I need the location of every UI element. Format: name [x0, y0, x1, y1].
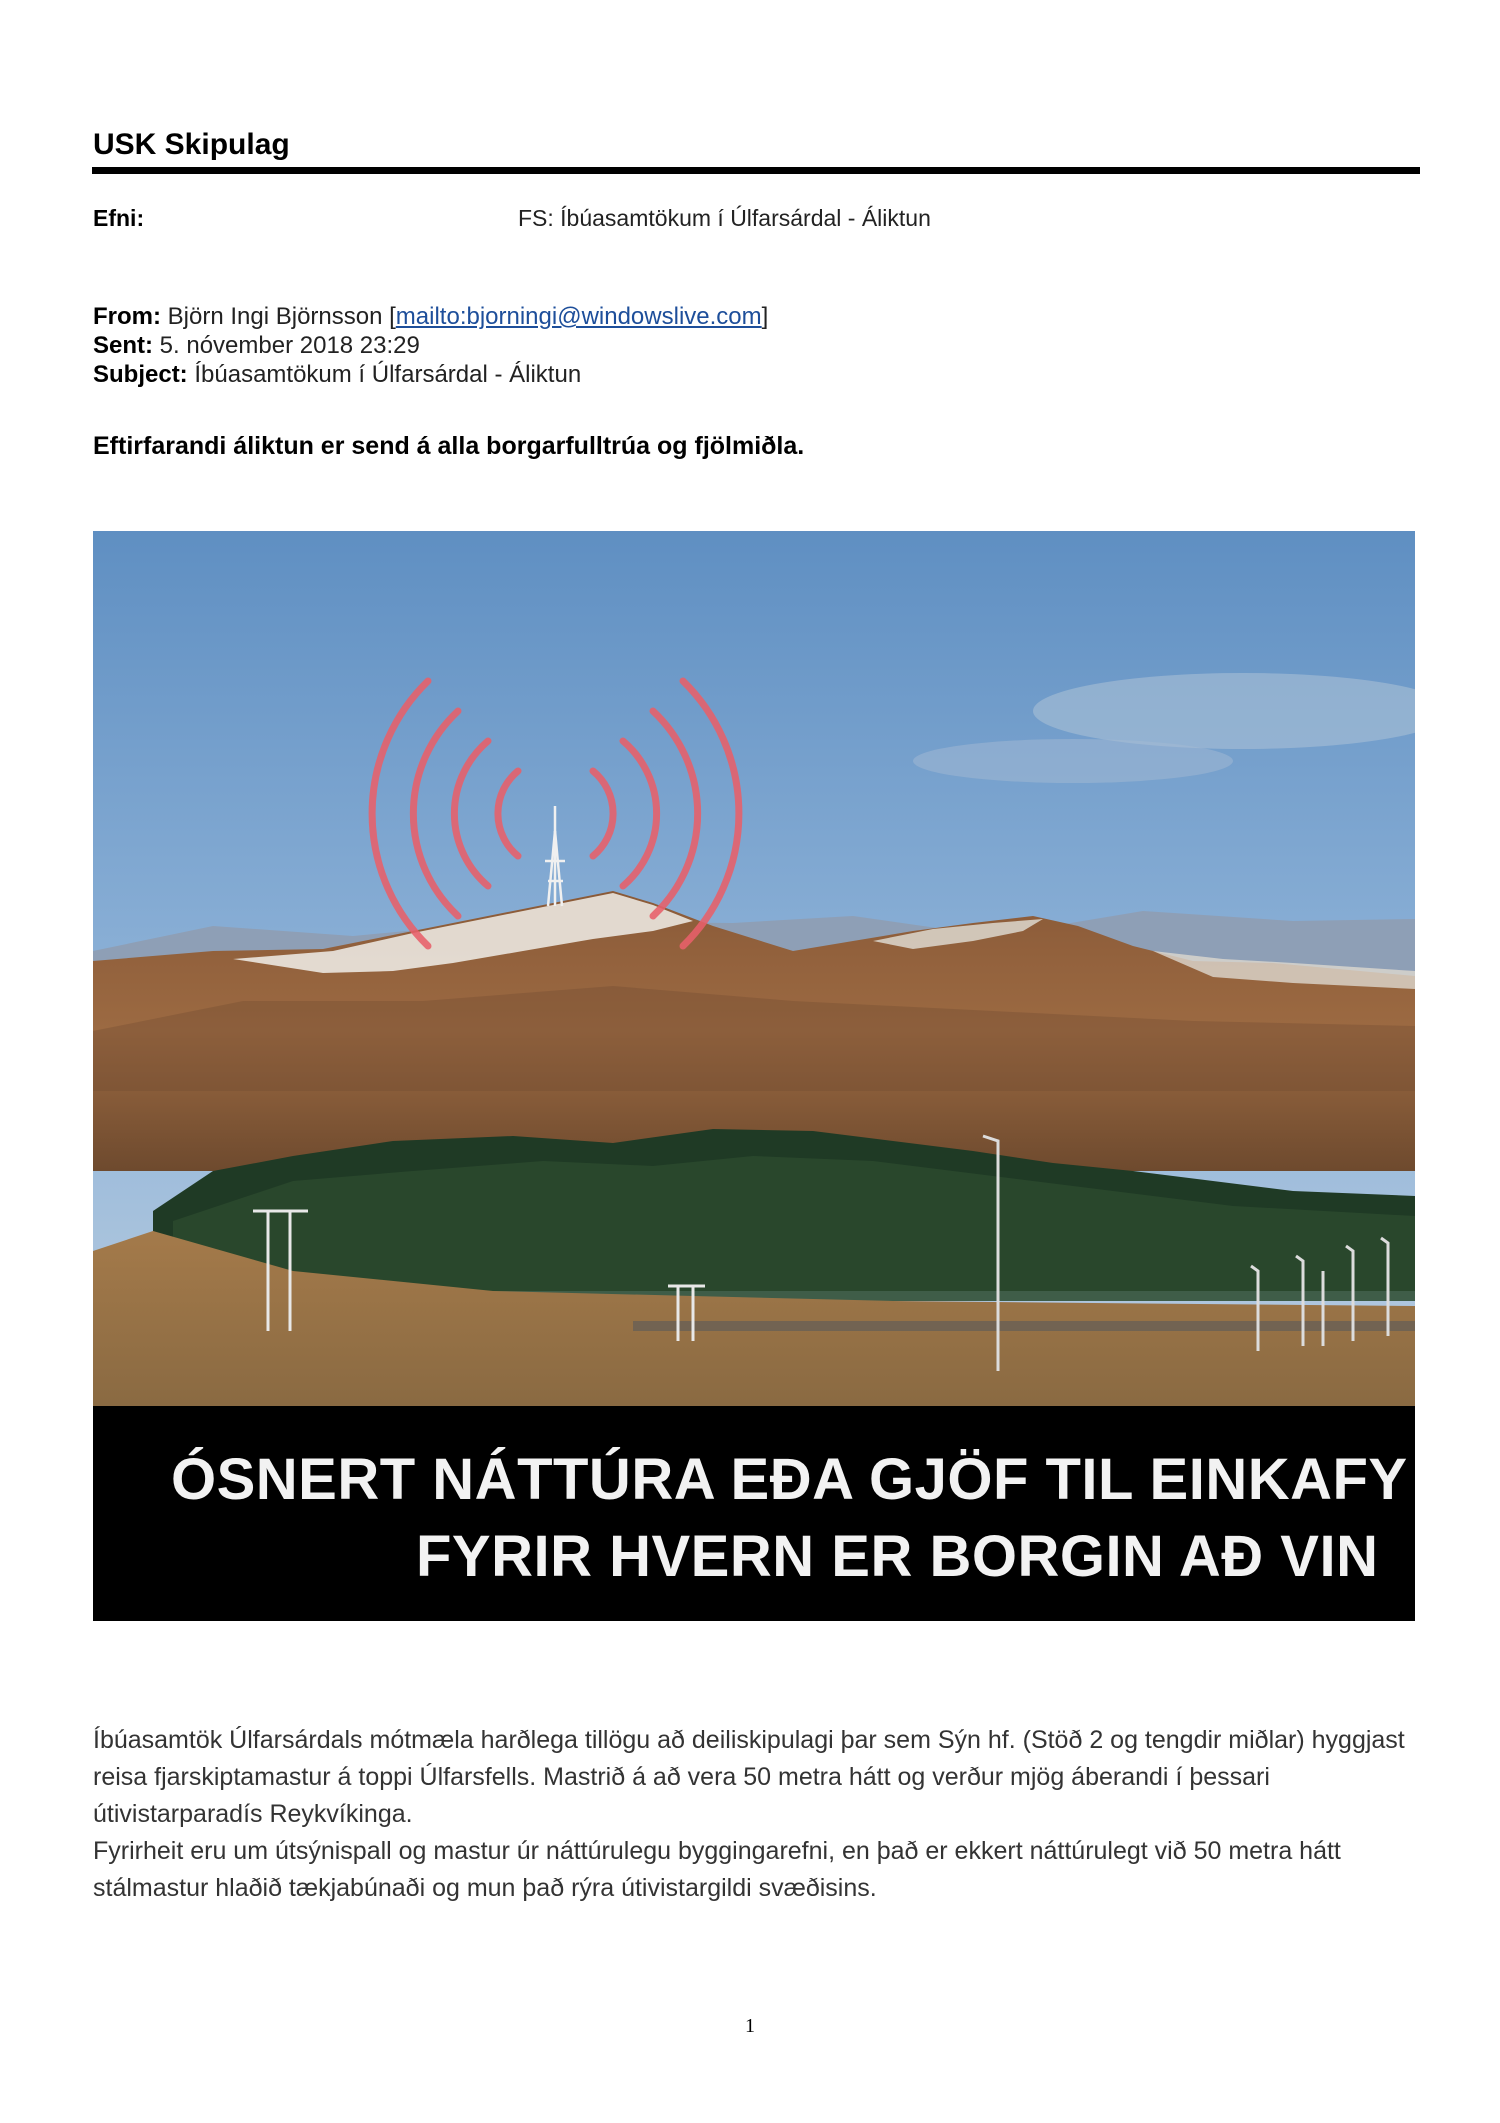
- from-name: Björn Ingi Björnsson: [167, 303, 383, 330]
- sent-label: Sent:: [93, 332, 153, 359]
- from-bracket-close: ]: [761, 303, 769, 330]
- page-number: 1: [745, 2015, 755, 2037]
- efni-label: Efni:: [93, 205, 145, 231]
- road: [633, 1321, 1415, 1331]
- from-bracket-open: [: [389, 303, 396, 330]
- from-email-link[interactable]: mailto:bjorningi@windowslive.com: [395, 303, 762, 330]
- efni-value: FS: Íbúasamtökum í Úlfarsárdal - Áliktun: [518, 205, 931, 231]
- mountain-mast-photo: [93, 531, 1415, 1621]
- subject-label: Subject:: [93, 361, 188, 388]
- from-label: From:: [93, 303, 161, 330]
- subject-value: Íbúasamtökum í Úlfarsárdal - Áliktun: [194, 361, 582, 388]
- body-paragraph-2: Fyrirheit eru um útsýnispall og mastur úr náttúrulegu byggingarefni, en það er ekkert náttúrulegt við 50 metra hátt stálmastur hlaðið tækjabúnaði og mun það rýra útivistargildi svæðisins.: [93, 1837, 1341, 1902]
- body-paragraph-1: Íbúasamtök Úlfarsárdals mótmæla harðlega tillögu að deiliskipulagi þar sem Sýn hf. (Stöð 2 og tengdir miðlar) hyggjast reisa fjarskiptamastur á toppi Úlfarsfells. Mastrið á að vera 50 metra hátt og verður mjög áberandi í þessari útivistarparadís Reykvíkinga.: [93, 1726, 1405, 1828]
- email-from-line: [93, 303, 768, 331]
- email-subject-line: [93, 361, 581, 389]
- cloud: [913, 739, 1233, 783]
- sent-value: 5. nóvember 2018 23:29: [159, 332, 420, 359]
- banner-line-2: FYRIR HVERN ER BORGIN AÐ VIN: [416, 1524, 1379, 1589]
- org-name: USK Skipulag: [93, 128, 290, 161]
- banner-line-1: ÓSNERT NÁTTÚRA EÐA GJÖF TIL EINKAFY: [171, 1447, 1408, 1512]
- photo-caption-banner: [93, 1406, 1415, 1621]
- lead-statement: Eftirfarandi áliktun er send á alla borgarfulltrúa og fjölmiðla.: [93, 432, 805, 460]
- landscape-illustration: [93, 531, 1415, 1406]
- email-sent-line: [93, 332, 420, 360]
- statement-body: [93, 1722, 1423, 1907]
- header-rule: [92, 167, 1420, 174]
